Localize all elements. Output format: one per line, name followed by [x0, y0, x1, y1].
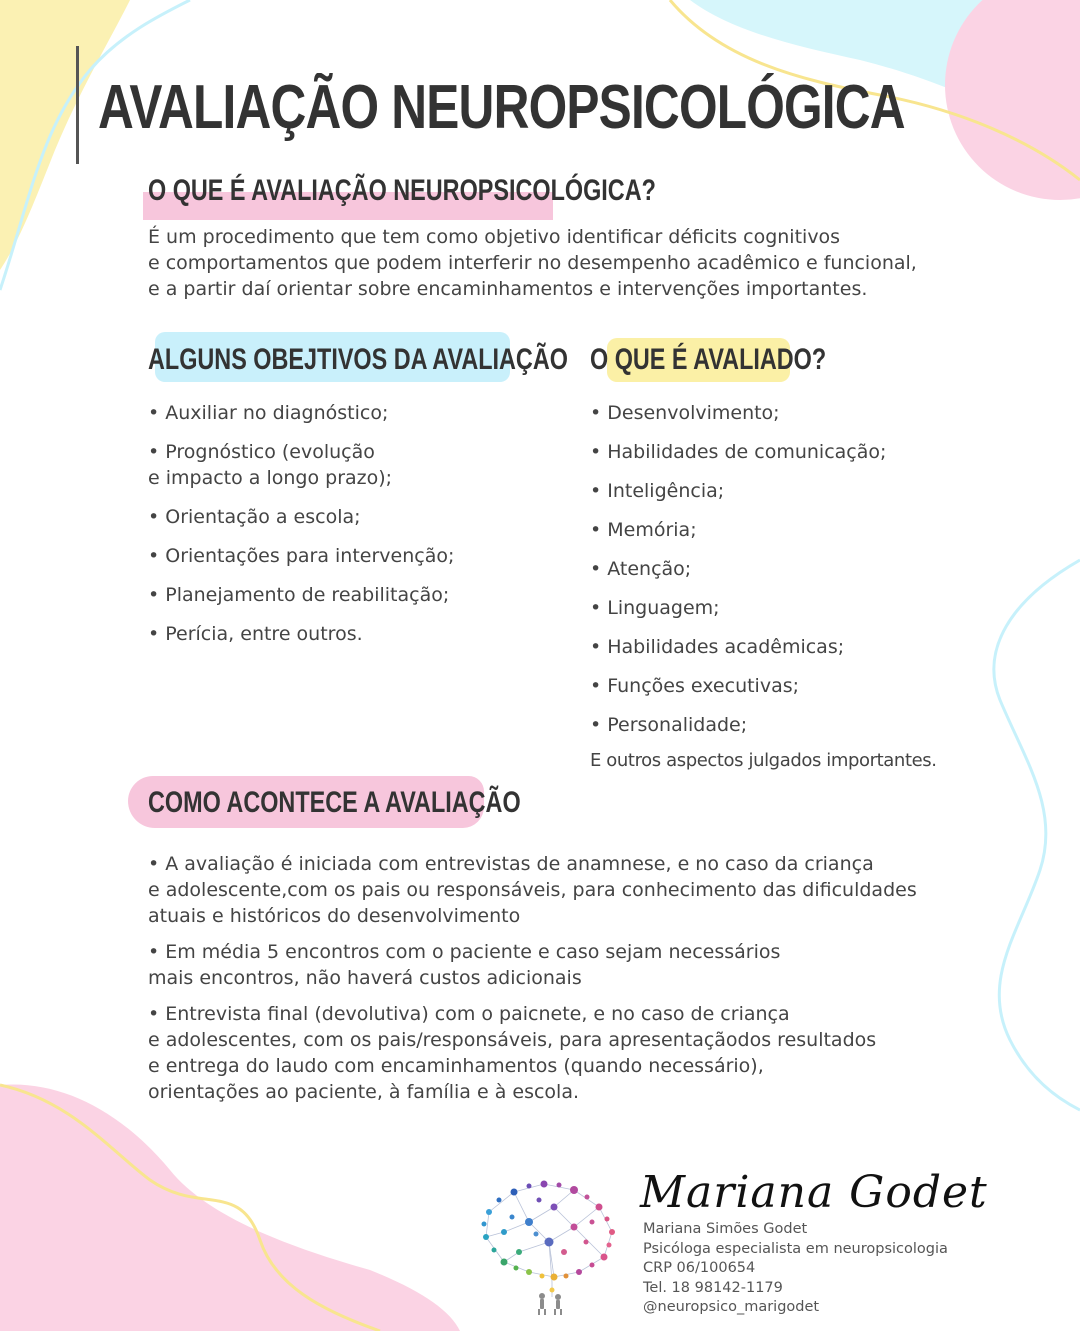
contact-crp: CRP 06/100654: [643, 1260, 756, 1276]
contact-role: Psicóloga especialista em neuropsicologia: [643, 1240, 948, 1257]
contact-instagram: @neuropsico_marigodet: [643, 1299, 820, 1315]
objective-item: • Planejamento de reabilitação;: [148, 584, 450, 606]
evaluated-item: • Linguagem;: [590, 597, 720, 619]
intro-heading: O QUE É AVALIAÇÃO NEUROPSICOLÓGICA?: [148, 174, 656, 207]
contact-info: [643, 1220, 948, 1318]
title-accent-bar: [76, 46, 79, 164]
evaluated-heading: O QUE É AVALIADO?: [590, 343, 827, 376]
children-icon: [538, 1293, 562, 1315]
evaluated-footer: E outros aspectos julgados importantes.: [590, 750, 937, 771]
objective-item: • Prognóstico (evolução e impacto a longo prazo);: [148, 441, 393, 489]
evaluated-item: • Habilidades acadêmicas;: [590, 636, 845, 658]
brain-network-icon: [474, 1172, 624, 1317]
signature-script: Mariana Godet: [640, 1167, 988, 1218]
objective-item: • Orientações para intervenção;: [148, 545, 455, 567]
objectives-heading: ALGUNS OBEJTIVOS DA AVALIAÇÃO: [148, 343, 568, 376]
objective-item: • Orientação a escola;: [148, 506, 361, 528]
process-list: [148, 851, 1048, 1105]
evaluated-item: • Inteligência;: [590, 480, 725, 502]
contact-full-name: Mariana Simões Godet: [643, 1221, 808, 1237]
objective-item: • Perícia, entre outros.: [148, 623, 363, 645]
process-item: • Entrevista final (devolutiva) com o paicnete, e no caso de criança e adolescentes, com os pais/responsáveis, para apresentaçãodos resultados e entrega do laudo com encaminhamentos (quando necessário), orientações ao paciente, à família e à escola.: [148, 1003, 877, 1103]
evaluated-item: • Memória;: [590, 519, 697, 541]
page-title: AVALIAÇÃO NEUROPSICOLÓGICA: [98, 73, 905, 142]
evaluated-item: • Funções executivas;: [590, 675, 800, 697]
evaluated-item: • Atenção;: [590, 558, 692, 580]
contact-phone: Tel. 18 98142-1179: [643, 1279, 783, 1296]
objective-item: • Auxiliar no diagnóstico;: [148, 402, 389, 424]
process-item: • A avaliação é iniciada com entrevistas de anamnese, e no caso da criança e adolescente,com os pais ou responsáveis, para conhecimento das dificuldades atuais e históricos do desenvolvimento: [148, 853, 917, 927]
intro-text: É um procedimento que tem como objetivo identificar déficits cognitivos e comportamentos que podem interferir no desempenho acadêmico e funcional, e a partir daí orientar sobre encaminhamentos e intervenções importantes.: [148, 226, 917, 300]
evaluated-item: • Personalidade;: [590, 714, 748, 736]
evaluated-item: • Desenvolvimento;: [590, 402, 780, 424]
process-item: • Em média 5 encontros com o paciente e caso sejam necessários mais encontros, não haverá custos adicionais: [148, 941, 781, 989]
process-heading: COMO ACONTECE A AVALIAÇÃO: [148, 786, 521, 819]
evaluated-item: • Habilidades de comunicação;: [590, 441, 887, 463]
objectives-list: [148, 400, 568, 647]
evaluated-list: [590, 400, 1030, 738]
